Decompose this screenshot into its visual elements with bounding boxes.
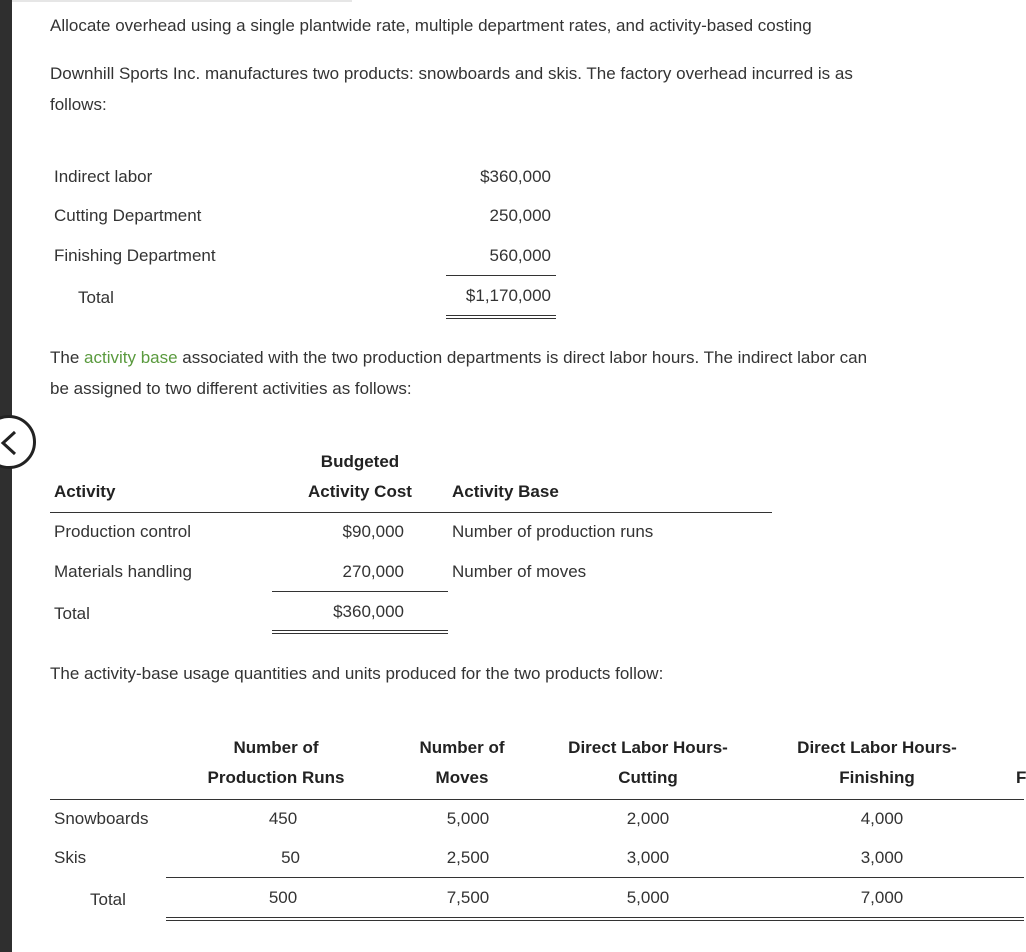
chevron-left-icon <box>0 430 19 456</box>
activity-paragraph <box>50 342 867 404</box>
overhead-label: Cutting Department <box>54 206 202 225</box>
overhead-total-label: Total <box>78 288 114 307</box>
header-activity-cost: Activity Cost <box>308 482 412 501</box>
header-dlh-cutting: Cutting <box>618 768 678 787</box>
intro-paragraph <box>50 58 853 120</box>
subtotal-rule <box>446 275 556 276</box>
double-rule-top <box>272 630 448 631</box>
header-runs: Number of <box>233 738 319 757</box>
header-moves: Number of <box>419 738 505 757</box>
finishing-value: 3,000 <box>860 848 904 867</box>
runs-value: 50 <box>281 848 300 867</box>
activity-base: Number of production runs <box>452 522 654 541</box>
subtotal-rule <box>272 591 448 592</box>
cutting-value: 2,000 <box>626 809 670 828</box>
double-rule-bottom <box>272 633 448 634</box>
header-activity-base: Activity Base <box>452 482 559 501</box>
double-rule-bottom <box>446 318 556 319</box>
header-rule <box>50 799 1024 800</box>
activity-name: Production control <box>54 522 192 541</box>
activity-base-link[interactable]: activity base <box>84 348 178 367</box>
subtotal-rule <box>166 877 1024 878</box>
header-units-partial: F <box>1016 768 1026 787</box>
activity-cost: $90,000 <box>342 522 404 541</box>
activity-base: Number of moves <box>452 562 587 581</box>
header-dlh-cutting: Direct Labor Hours- <box>568 738 728 757</box>
double-rule-top <box>446 315 556 316</box>
intro-line-1: Downhill Sports Inc. manufactures two products: snowboards and skis. The factory overhead incurred is as <box>50 64 853 83</box>
overhead-total-value: $1,170,000 <box>465 286 551 305</box>
activity-cost: 270,000 <box>342 562 404 581</box>
header-budgeted: Budgeted <box>320 452 400 471</box>
back-button[interactable] <box>0 415 36 469</box>
header-rule <box>50 512 772 513</box>
usage-intro: The activity-base usage quantities and units produced for the two products follow: <box>50 664 664 683</box>
activity-name: Materials handling <box>54 562 192 581</box>
problem-heading: Allocate overhead using a single plantwide rate, multiple department rates, and activity-based costing <box>50 16 812 35</box>
header-runs: Production Runs <box>207 768 345 787</box>
activity-total-cost: $360,000 <box>333 602 404 621</box>
usage-total-label: Total <box>90 890 126 909</box>
overhead-value: 560,000 <box>489 246 551 265</box>
activity-para-pre: The <box>50 348 85 367</box>
header-moves: Moves <box>435 768 489 787</box>
product-name: Skis <box>54 848 87 867</box>
runs-value: 450 <box>268 809 298 828</box>
header-activity: Activity <box>54 482 116 501</box>
overhead-value: $360,000 <box>480 167 551 186</box>
overhead-value: 250,000 <box>489 206 551 225</box>
double-rule-bottom <box>166 920 1024 921</box>
overhead-label: Indirect labor <box>54 167 153 186</box>
header-dlh-finishing: Direct Labor Hours- <box>797 738 957 757</box>
header-dlh-finishing: Finishing <box>839 768 915 787</box>
activity-total-label: Total <box>54 604 90 623</box>
left-sidebar-edge <box>0 0 12 952</box>
cutting-value: 3,000 <box>626 848 670 867</box>
double-rule-top <box>166 917 1024 918</box>
moves-total: 7,500 <box>446 888 490 907</box>
moves-value: 5,000 <box>446 809 490 828</box>
overhead-label: Finishing Department <box>54 246 216 265</box>
runs-total: 500 <box>268 888 298 907</box>
moves-value: 2,500 <box>446 848 490 867</box>
finishing-value: 4,000 <box>860 809 904 828</box>
activity-paragraph-line-1 <box>50 342 867 373</box>
intro-line-2: follows: <box>50 95 107 114</box>
cutting-total: 5,000 <box>626 888 670 907</box>
product-name: Snowboards <box>54 809 149 828</box>
top-divider <box>12 0 352 2</box>
finishing-total: 7,000 <box>860 888 904 907</box>
activity-paragraph-line-2: be assigned to two different activities as follows: <box>50 379 412 398</box>
activity-para-post: associated with the two production departments is direct labor hours. The indirect labor can <box>177 348 868 367</box>
